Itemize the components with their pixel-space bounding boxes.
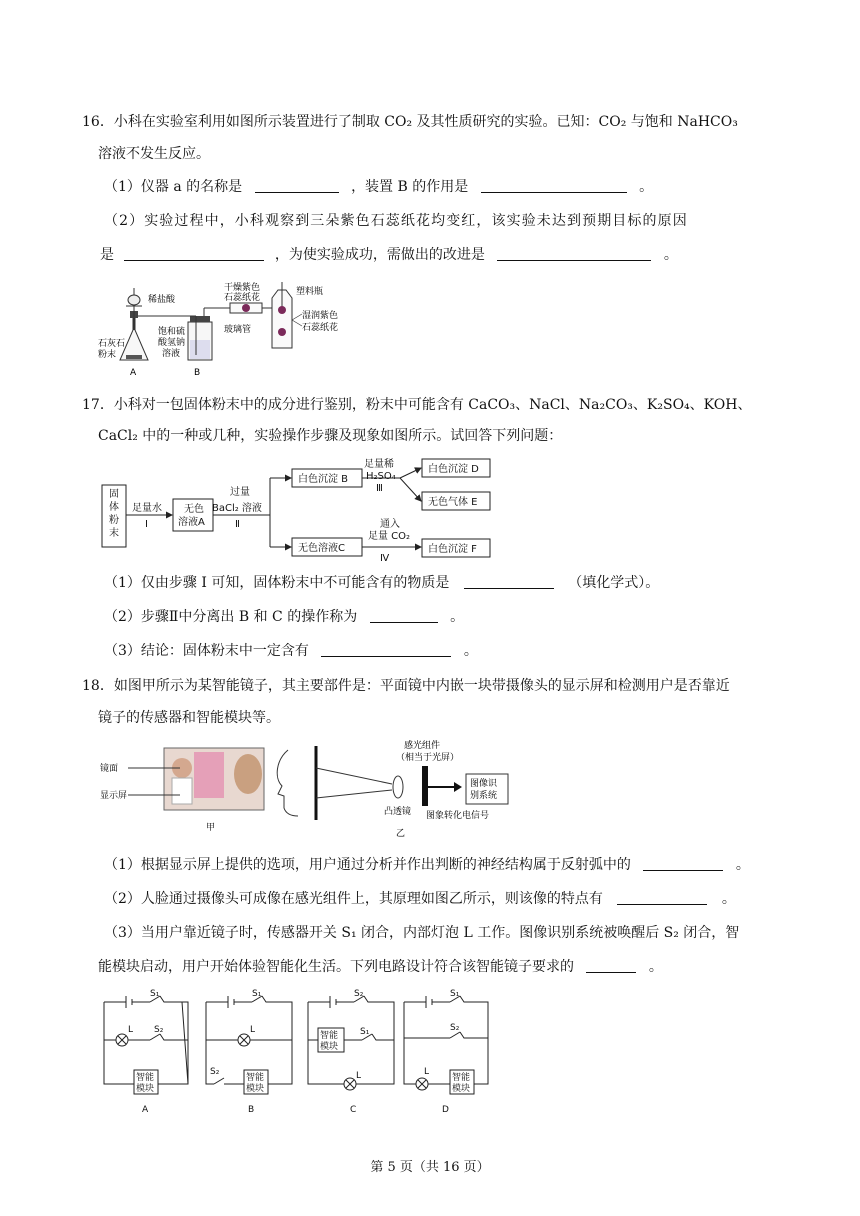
q18-line2: 镜子的传感器和智能模块等。 [98,710,280,726]
answer-blank[interactable] [643,856,723,871]
flowchart-figure [100,455,500,565]
answer-blank[interactable] [124,246,264,261]
answer-blank[interactable] [586,958,636,973]
flow-B: 白色沉淀 B [298,474,349,485]
q16-line1: 16．小科在实验室利用如图所示装置进行了制取 CO₂ 及其性质研究的实验。已知：CO₂ 与饱和 NaHCO₃ [82,114,738,130]
circuit-D-s1: S₁ [450,989,460,999]
answer-blank[interactable] [370,608,438,623]
q18-p1-text-a: （1）根据显示屏上提供的选项，用户通过分析并作出判断的神经结构属于反射弧中的 [104,857,631,873]
flow-step1-num: Ⅰ [145,519,148,530]
period: 。 [663,247,678,263]
circuit-D-s2: S₂ [450,1023,460,1033]
flow-step2-b: BaCl₂ 溶液 [212,503,262,514]
circuit-B-s2: S₂ [210,1067,220,1077]
flow-step2-a: 过量 [230,487,250,498]
q18-part3-b [98,957,663,977]
answer-blank[interactable] [617,890,707,905]
q16-p1-text-b: ，装置 B 的作用是 [351,179,469,195]
label-yi: 乙 [396,829,406,838]
label-wet-1: 湿润紫色 [302,311,339,321]
flow-step3-b: H₂SO₄ [366,471,396,482]
flow-D: 白色沉淀 D [428,464,479,475]
label-bottle: 塑料瓶 [296,287,324,297]
label-conv: 图象转化电信号 [426,811,490,821]
flow-step3-num: Ⅲ [376,483,383,494]
q16-part1 [104,177,653,197]
circuit-A-module-1: 智能 [136,1073,155,1083]
period: 。 [463,643,478,659]
circuit-B-module-1: 智能 [246,1073,265,1083]
circuit-C-label: C [350,1105,357,1115]
label-hcl: 稀盐酸 [148,295,176,305]
q16-part2-b [100,245,678,265]
flow-start-1: 固 [109,489,119,500]
label-limestone-1: 石灰石 [98,339,126,349]
circuit-A-s2: S₂ [154,1025,164,1035]
label-limestone-2: 粉末 [98,350,117,360]
label-sense-2: （相当于光屏） [396,753,460,763]
label-lens: 凸透镜 [384,807,412,817]
q17-line1: 17．小科对一包固体粉末中的成分进行鉴别，粉末中可能含有 CaCO₃、NaCl、Na₂CO₃、K₂SO₄、KOH、 [82,397,752,413]
q18-part3: （3）当用户靠近镜子时，传感器开关 S₁ 闭合，内部灯泡 L 工作。图像识别系统被唤醒后 S₂ 闭合，智 [104,925,740,941]
q17-p3-text-a: （3）结论：固体粉末中一定含有 [104,643,309,659]
label-tube: 玻璃管 [224,325,252,335]
q17-p2-text-a: （2）步骤Ⅱ中分离出 B 和 C 的操作称为 [104,609,358,625]
label-A: A [130,368,137,378]
circuit-C-s2: S₂ [354,989,364,999]
label-mirror: 镜面 [100,764,119,774]
flow-step4-a: 通入 [380,519,400,530]
answer-blank[interactable] [497,246,651,261]
circuit-A-L: L [128,1025,134,1035]
q18-part1 [104,855,750,875]
q17-part1 [104,573,659,593]
flow-step4-b: 足量 CO₂ [368,531,411,542]
q18-line1: 18．如图甲所示为某智能镜子，其主要部件是：平面镜中内嵌一块带摄像头的显示屏和检测用户是否靠近 [82,678,730,694]
label-sys-1: 图像识 [470,779,498,789]
flow-E: 无色气体 E [428,497,478,508]
flow-step1: 足量水 [132,503,162,514]
circuit-D-module-2: 模块 [452,1084,471,1094]
circuit-B-s1: S₁ [252,989,262,999]
circuit-A-module-2: 模块 [136,1084,155,1094]
q16-line2: 溶液不发生反应。 [98,146,210,162]
label-B: B [194,368,201,378]
q18-p3-text-b: 能模块启动，用户开始体验智能化生活。下列电路设计符合该智能镜子要求的 [98,959,574,975]
period: 。 [450,609,465,625]
flow-step2-num: Ⅱ [235,519,240,530]
label-jia: 甲 [206,823,216,833]
label-dry-2: 石蕊纸花 [224,293,261,303]
circuit-C-s1: S₁ [360,1027,370,1037]
period: 。 [648,959,663,975]
circuit-D-L: L [424,1067,430,1077]
circuit-B-L: L [250,1025,256,1035]
q18-part2 [104,889,736,909]
q16-part2: （2）实验过程中，小科观察到三朵紫色石蕊纸花均变红，该实验未达到预期目标的原因 [104,213,688,229]
flow-C: 无色溶液C [298,543,345,554]
q18-p2-text-a: （2）人脸通过摄像头可成像在感光组件上，其原理如图乙所示，则该像的特点有 [104,891,603,907]
circuit-B-label: B [248,1105,255,1115]
circuit-A-label: A [142,1105,149,1115]
circuit-D-module-1: 智能 [452,1073,471,1083]
q16-p1-text-a: （1）仪器 a 的名称是 [104,179,243,195]
q17-p1-text-a: （1）仅由步骤 I 可知，固体粉末中不可能含有的物质是 [104,575,450,591]
label-sys-2: 别系统 [470,791,498,801]
smart-mirror-figure [98,738,518,838]
flow-start-4: 末 [109,528,119,539]
flow-step4-num: Ⅳ [380,553,390,564]
flow-F: 白色沉淀 F [428,544,477,555]
circuit-C-module-2: 模块 [320,1042,339,1052]
period: 。 [639,179,654,195]
period: 。 [721,891,736,907]
flow-start-2: 体 [109,502,119,513]
flow-solA-1: 无色 [184,504,204,515]
co2-apparatus-figure [96,280,346,380]
page-footer: 第 5 页（共 16 页） [370,1160,490,1175]
circuit-C-module-1: 智能 [320,1031,339,1041]
answer-blank[interactable] [464,574,554,589]
label-nahso-2: 酸氢钠 [158,338,186,348]
circuit-C-L: L [356,1071,362,1081]
q17-p1-text-b: （填化学式）。 [568,575,660,591]
q16-p2-text-c: ，为使实验成功，需做出的改进是 [274,247,485,263]
answer-blank[interactable] [255,178,339,193]
flow-step3-a: 足量稀 [364,459,394,470]
q17-line2: CaCl₂ 中的一种或几种，实验操作步骤及现象如图所示。试回答下列问题： [98,428,563,444]
circuit-options-figure [98,988,498,1118]
q17-part2 [104,607,464,627]
answer-blank[interactable] [481,178,627,193]
flow-solA-2: 溶液A [178,517,205,528]
circuit-B-module-2: 模块 [246,1084,265,1094]
label-wet-2: 石蕊纸花 [302,323,339,333]
label-nahso-3: 溶液 [162,349,181,359]
q16-p2-text-b: 是 [100,247,114,263]
q17-part3 [104,641,478,661]
circuit-D-label: D [442,1105,449,1115]
label-nahso-1: 饱和硫 [158,327,186,337]
label-sense-1: 感光组件 [404,741,441,751]
circuit-A-s1: S₁ [150,989,160,999]
answer-blank[interactable] [321,642,451,657]
period: 。 [735,857,750,873]
label-dry-1: 干燥紫色 [224,283,261,293]
label-screen: 显示屏 [100,791,128,801]
flow-start-3: 粉 [109,515,119,526]
